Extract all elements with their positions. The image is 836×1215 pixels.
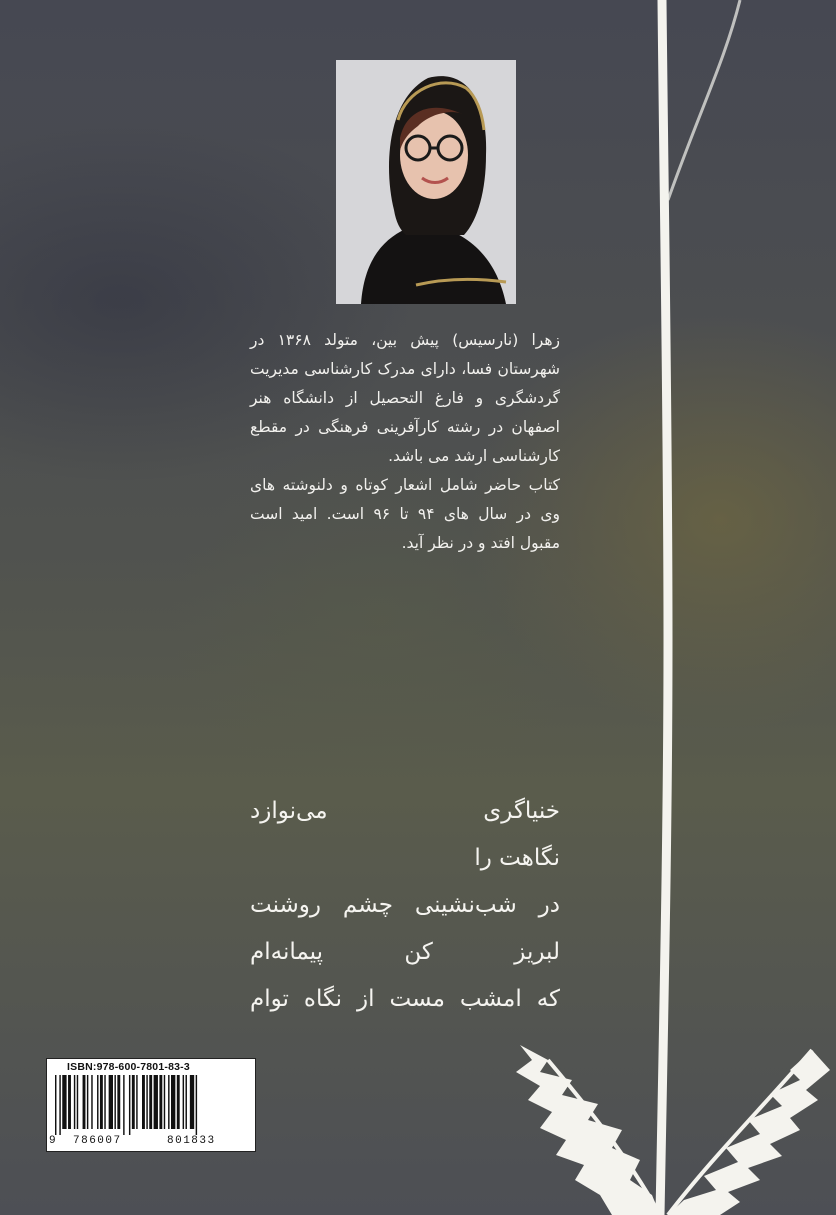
barcode-bar: [129, 1075, 130, 1135]
poem-line-2: نگاهت را: [474, 845, 560, 871]
barcode-bar: [186, 1075, 187, 1129]
barcode-bar: [68, 1075, 71, 1129]
barcode-bar: [100, 1075, 103, 1129]
bio-paragraph-1: زهرا (نارسیس) پیش بین، متولد ۱۳۶۸ در شهرستان فسا، دارای مدرک کارشناسی مدیریت گردشگری و فارغ التحصیل از دانشگاه هنر اصفهان در رشته کارآفرینی فرهنگی در مقطع کارشناسی ارشد می باشد.: [250, 331, 560, 465]
barcode-bar: [117, 1075, 120, 1129]
barcode-bar: [168, 1075, 169, 1129]
barcode-digits-group-1: 786007: [73, 1135, 122, 1147]
barcode-bar: [154, 1075, 158, 1129]
bio-paragraph-2: کتاب حاضر شامل اشعار کوتاه و دلنوشته های وی در سال های ۹۴ تا ۹۶ است. امید است مقبول افتد و در نظر آید.: [250, 476, 560, 552]
author-bio: [250, 326, 560, 558]
poem-line-1: خنیاگری می‌نوازد: [250, 798, 560, 824]
barcode-bar: [123, 1075, 124, 1135]
barcode-bar: [83, 1075, 86, 1129]
barcode-bar: [149, 1075, 152, 1129]
barcode-bar: [77, 1075, 78, 1129]
barcode-bar: [104, 1075, 105, 1129]
barcode-bar: [177, 1075, 180, 1129]
isbn-barcode: [46, 1058, 256, 1152]
barcode-bar: [74, 1075, 75, 1129]
barcode-bar: [114, 1075, 115, 1129]
barcode-bar: [132, 1075, 135, 1129]
barcode-bar: [109, 1075, 113, 1129]
isbn-label: ISBN:978-600-7801-83-3: [67, 1061, 190, 1073]
barcode-digits-group-2: 801833: [167, 1135, 216, 1147]
barcode-bar: [55, 1075, 56, 1135]
barcode-bar: [171, 1075, 175, 1129]
barcode-bar: [146, 1075, 147, 1129]
poem-line-5: که امشب مست از نگاه توام: [250, 986, 560, 1012]
barcode-bar: [87, 1075, 88, 1129]
barcode-bar: [142, 1075, 145, 1129]
barcode-digit-first: 9: [49, 1135, 58, 1147]
barcode-bar: [59, 1075, 60, 1135]
barcode-bar: [91, 1075, 92, 1129]
barcode-bar: [136, 1075, 137, 1129]
poem-excerpt: [250, 788, 560, 1023]
barcode-bar: [97, 1075, 98, 1129]
barcode-bar: [183, 1075, 184, 1129]
author-photo: [336, 60, 516, 304]
poem-line-3: در شب‌نشینی چشم روشنت: [250, 892, 560, 918]
barcode-bar: [190, 1075, 194, 1129]
barcode-bar: [164, 1075, 165, 1129]
barcode-bar: [196, 1075, 197, 1135]
barcode-bar: [159, 1075, 162, 1129]
barcode-bars: [55, 1075, 247, 1135]
poem-line-4: لبریز کن پیمانه‌ام: [250, 939, 560, 965]
barcode-bar: [62, 1075, 66, 1129]
